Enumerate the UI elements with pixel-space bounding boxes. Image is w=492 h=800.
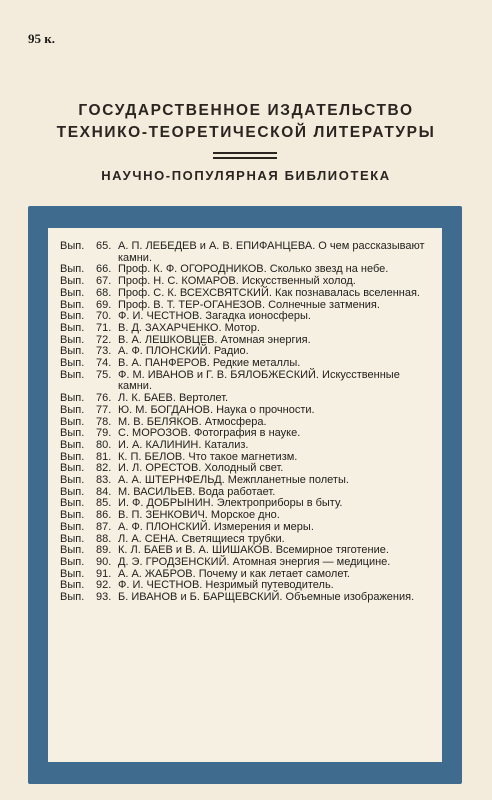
issue-title: Проф. В. Т. ТЕР-ОГАНЕЗОВ. Солнечные затмения.: [118, 298, 380, 311]
list-item: [60, 370, 434, 393]
issue-label: Вып.: [60, 275, 85, 288]
issue-number: 91.: [96, 567, 112, 580]
issue-label: Вып.: [60, 474, 85, 487]
issue-label: Вып.: [60, 310, 85, 323]
issue-number: 65.: [96, 240, 112, 252]
issue-title: А. А. ЖАБРОВ. Почему и как летает самолет.: [118, 567, 350, 580]
list-frame: [28, 206, 462, 784]
issue-title: Ю. М. БОГДАНОВ. Наука о прочности.: [118, 403, 315, 416]
issue-title: Д. Э. ГРОДЗЕНСКИЙ. Атомная энергия — медицине.: [118, 555, 391, 568]
issue-number: 87.: [96, 520, 112, 533]
issue-number: 83.: [96, 474, 112, 487]
issue-number: 75.: [96, 368, 112, 381]
issue-number: 71.: [96, 321, 112, 334]
issue-title: И. Ф. ДОБРЫНИН. Электроприборы в быту.: [118, 497, 343, 510]
list-item: [60, 358, 434, 370]
issue-label: Вып.: [60, 392, 85, 405]
issue-number: 92.: [96, 579, 112, 592]
issue-number: 68.: [96, 286, 112, 299]
issue-number: 79.: [96, 427, 112, 440]
issue-label: Вып.: [60, 240, 85, 252]
issue-number: 80.: [96, 438, 112, 451]
issue-label: Вып.: [60, 298, 85, 311]
issue-number: 66.: [96, 263, 112, 276]
issue-title: В. Д. ЗАХАРЧЕНКО. Мотор.: [118, 321, 260, 334]
list-item: [60, 323, 434, 335]
price: 95 к.: [28, 31, 55, 46]
issue-label: Вып.: [60, 333, 85, 346]
issue-title: Ф. И. ЧЕСТНОВ. Загадка ионосферы.: [118, 310, 311, 323]
issue-label: Вып.: [60, 263, 85, 276]
issue-number: 84.: [96, 485, 112, 498]
issue-number: 70.: [96, 310, 112, 323]
issue-number: 89.: [96, 544, 112, 557]
publisher-line-1: ГОСУДАРСТВЕННОЕ ИЗДАТЕЛЬСТВО: [78, 102, 414, 119]
double-rule-top: [213, 152, 277, 154]
issue-number: 82.: [96, 462, 112, 475]
list-item: [60, 241, 434, 264]
issue-label: Вып.: [60, 567, 85, 580]
series-title: НАУЧНО-ПОПУЛЯРНАЯ БИБЛИОТЕКА: [101, 168, 391, 183]
issue-label: Вып.: [60, 497, 85, 510]
publisher-heading: [0, 100, 492, 144]
list-item: [60, 440, 434, 452]
issue-title: М. ВАСИЛЬЕВ. Вода работает.: [118, 485, 276, 498]
issue-number: 67.: [96, 275, 112, 288]
issue-title: А. П. ЛЕБЕДЕВ и А. В. ЕПИФАНЦЕВА. О чем рассказывают камни.: [118, 240, 425, 264]
issue-label: Вып.: [60, 286, 85, 299]
issue-number: 69.: [96, 298, 112, 311]
issue-title: К. Л. БАЕВ и В. А. ШИШАКОВ. Всемирное тяготение.: [118, 544, 389, 557]
list-item: [60, 522, 434, 534]
issue-label: Вып.: [60, 415, 85, 428]
issue-title: Проф. К. Ф. ОГОРОДНИКОВ. Сколько звезд на небе.: [118, 263, 389, 276]
issue-number: 78.: [96, 415, 112, 428]
issue-title: А. Ф. ПЛОНСКИЙ. Радио.: [118, 345, 249, 358]
issue-label: Вып.: [60, 532, 85, 545]
list-item: [60, 475, 434, 487]
issue-label: Вып.: [60, 591, 85, 604]
issue-title: Ф. М. ИВАНОВ и Г. В. БЯЛОБЖЕСКИЙ. Искусственные камни.: [118, 368, 400, 393]
issue-label: Вып.: [60, 555, 85, 568]
issue-list: [60, 241, 434, 604]
issue-label: Вып.: [60, 438, 85, 451]
issue-title: В. А. ПАНФЕРОВ. Редкие металлы.: [118, 357, 301, 370]
issue-label: Вып.: [60, 544, 85, 557]
issue-label: Вып.: [60, 450, 85, 463]
issue-number: 88.: [96, 532, 112, 545]
issue-label: Вып.: [60, 427, 85, 440]
issue-number: 81.: [96, 450, 112, 463]
issue-title: Ф. И. ЧЕСТНОВ. Незримый путеводитель.: [118, 579, 334, 592]
issue-title: С. МОРОЗОВ. Фотография в науке.: [118, 427, 301, 440]
publisher-line-2: ТЕХНИКО-ТЕОРЕТИЧЕСКОЙ ЛИТЕРАТУРЫ: [56, 124, 436, 141]
issue-label: Вып.: [60, 403, 85, 416]
issue-title: А. Ф. ПЛОНСКИЙ. Измерения и меры.: [118, 520, 314, 533]
issue-title: Л. К. БАЕВ. Вертолет.: [118, 392, 229, 405]
issue-title: Л. А. СЕНА. Светящиеся трубки.: [118, 532, 285, 545]
issue-label: Вып.: [60, 345, 85, 358]
list-item: [60, 288, 434, 300]
list-item: [60, 557, 434, 569]
issue-label: Вып.: [60, 485, 85, 498]
issue-title: И. А. КАЛИНИН. Катализ.: [118, 438, 249, 451]
issue-number: 74.: [96, 357, 112, 370]
issue-title: В. П. ЗЕНКОВИЧ. Морское дно.: [118, 509, 280, 522]
issue-label: Вып.: [60, 520, 85, 533]
list-item: [60, 592, 434, 604]
issue-title: Проф. С. К. ВСЕХСВЯТСКИЙ. Как познавалась вселенная.: [118, 286, 420, 299]
issue-label: Вып.: [60, 321, 85, 334]
issue-title: Б. ИВАНОВ и Б. БАРЩЕВСКИЙ. Объемные изображения.: [118, 591, 415, 604]
issue-title: М. В. БЕЛЯКОВ. Атмосфера.: [118, 415, 267, 428]
issue-number: 90.: [96, 555, 112, 568]
issue-number: 86.: [96, 509, 112, 522]
issue-label: Вып.: [60, 579, 85, 592]
issue-title: А. А. ШТЕРНФЕЛЬД. Межпланетные полеты.: [118, 474, 349, 487]
issue-title: И. Л. ОРЕСТОВ. Холодный свет.: [118, 462, 284, 475]
issue-title: Проф. Н. С. КОМАРОВ. Искусственный холод.: [118, 275, 356, 288]
issue-number: 85.: [96, 497, 112, 510]
issue-title: К. П. БЕЛОВ. Что такое магнетизм.: [118, 450, 298, 463]
issue-number: 77.: [96, 403, 112, 416]
issue-title: В. А. ЛЕШКОВЦЕВ. Атомная энергия.: [118, 333, 311, 346]
issue-number: 73.: [96, 345, 112, 358]
issue-label: Вып.: [60, 509, 85, 522]
issue-number: 76.: [96, 392, 112, 405]
double-rule-bottom: [213, 157, 277, 159]
list-item: [60, 405, 434, 417]
list-panel: [48, 228, 442, 762]
issue-label: Вып.: [60, 357, 85, 370]
issue-label: Вып.: [60, 462, 85, 475]
issue-label: Вып.: [60, 368, 85, 381]
issue-number: 93.: [96, 591, 112, 604]
issue-number: 72.: [96, 333, 112, 346]
